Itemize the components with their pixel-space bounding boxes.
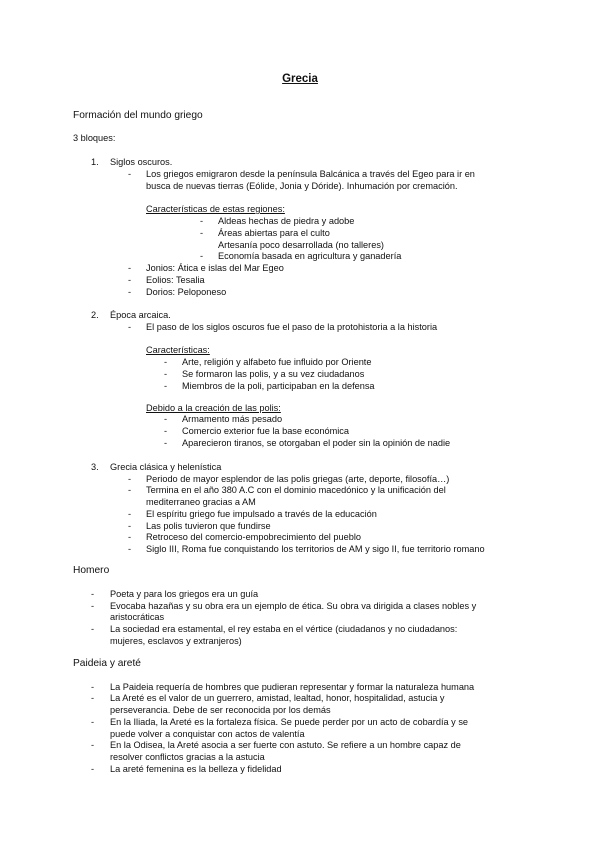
list-item-continuation: aristocráticas bbox=[110, 612, 165, 622]
list-item: Aparecieron tiranos, se otorgaban el poder sin la opinión de nadie bbox=[182, 438, 451, 448]
list-item: Comercio exterior fue la base económica bbox=[182, 426, 349, 436]
list-item: Retroceso del comercio-empobrecimiento del pueblo bbox=[146, 532, 361, 542]
list-item: Aldeas hechas de piedra y adobe bbox=[218, 216, 355, 226]
list-item-continuation: perseverancia. Debe de ser reconocida por los demás bbox=[110, 705, 331, 715]
bullet-dash: - bbox=[91, 601, 95, 611]
bullet-dash: - bbox=[128, 474, 132, 484]
list-item: Siglo III, Roma fue conquistando los territorios de AM y sigo II, fue territorio romano bbox=[146, 544, 485, 554]
bullet-dash: - bbox=[128, 532, 132, 542]
bullet-dash: - bbox=[164, 414, 168, 424]
list-item: Áreas abiertas para el culto bbox=[218, 228, 330, 238]
list-item: La sociedad era estamental, el rey estaba en el vértice (ciudadanos y no ciudadanos: bbox=[110, 624, 458, 634]
bullet-dash: - bbox=[91, 682, 95, 692]
list-item: Armamento más pesado bbox=[182, 414, 283, 424]
section-heading-homero: Homero bbox=[73, 565, 110, 576]
bullet-dash: - bbox=[128, 287, 132, 297]
list-item: En la Odisea, la Areté asocia a ser fuerte con astuto. Se refiere a un hombre capaz de bbox=[110, 740, 461, 750]
bullet-dash: - bbox=[91, 589, 95, 599]
list-item-continuation: mujeres, esclavos y extranjeros) bbox=[110, 636, 242, 646]
bullet-dash: - bbox=[128, 509, 132, 519]
list-item: La Areté es el valor de un guerrero, amistad, lealtad, honor, hospitalidad, astucia y bbox=[110, 693, 445, 703]
bullet-dash: - bbox=[164, 381, 168, 391]
intro-text: 3 bloques: bbox=[73, 133, 116, 143]
list-item: En la Iliada, la Areté es la fortaleza física. Se puede perder por un acto de cobardía y se bbox=[110, 717, 469, 727]
bullet-dash: - bbox=[164, 438, 168, 448]
block-title-grecia-clasica: Grecia clásica y helenística bbox=[110, 462, 222, 472]
list-item: Poeta y para los griegos era un guía bbox=[110, 589, 259, 599]
list-item: Arte, religión y alfabeto fue influido por Oriente bbox=[182, 357, 372, 367]
list-number: 1. bbox=[91, 157, 99, 167]
list-item: Economía basada en agricultura y ganadería bbox=[218, 251, 402, 261]
bullet-dash: - bbox=[128, 485, 132, 495]
list-item: Se formaron las polis, y a su vez ciudadanos bbox=[182, 369, 365, 379]
list-number: 3. bbox=[91, 462, 99, 472]
bullet-dash: - bbox=[128, 544, 132, 554]
list-item: La areté femenina es la belleza y fidelidad bbox=[110, 764, 282, 774]
bullet-dash: - bbox=[164, 426, 168, 436]
subheading-caracteristicas-regiones: Características de estas regiones: bbox=[146, 204, 285, 214]
subheading-caracteristicas: Características: bbox=[146, 345, 210, 355]
bullet-dash: - bbox=[200, 216, 204, 226]
bullet-dash: - bbox=[200, 251, 204, 261]
bullet-dash: - bbox=[128, 521, 132, 531]
list-item: Los griegos emigraron desde la península Balcánica a través del Egeo para ir en bbox=[146, 169, 475, 179]
bullet-dash: - bbox=[128, 169, 132, 179]
list-item: El espíritu griego fue impulsado a través de la educación bbox=[146, 509, 377, 519]
list-item-continuation: busca de nuevas tierras (Eólide, Jonia y Dóride). Inhumación por cremación. bbox=[146, 181, 458, 191]
bullet-dash: - bbox=[164, 357, 168, 367]
bullet-dash: - bbox=[128, 275, 132, 285]
list-item: Miembros de la poli, participaban en la defensa bbox=[182, 381, 375, 391]
list-item-continuation: resolver conflictos gracias a la astucia bbox=[110, 752, 265, 762]
section-heading-paideia: Paideia y areté bbox=[73, 658, 141, 669]
list-item: Eolios: Tesalia bbox=[146, 275, 205, 285]
list-item: Termina en el año 380 A.C con el dominio macedónico y la unificación del bbox=[146, 485, 446, 495]
list-item: Jonios: Ática e islas del Mar Egeo bbox=[146, 263, 284, 273]
bullet-dash: - bbox=[91, 717, 95, 727]
list-item: Artesanía poco desarrollada (no talleres) bbox=[218, 240, 384, 250]
list-item: Las polis tuvieron que fundirse bbox=[146, 521, 271, 531]
list-item: Dorios: Peloponeso bbox=[146, 287, 227, 297]
bullet-dash: - bbox=[91, 624, 95, 634]
bullet-dash: - bbox=[128, 322, 132, 332]
list-item: Periodo de mayor esplendor de las polis griegas (arte, deporte, filosofía…) bbox=[146, 474, 450, 484]
list-item-continuation: mediterraneo gracias a AM bbox=[146, 497, 256, 507]
list-number: 2. bbox=[91, 310, 99, 320]
section-heading-formacion: Formación del mundo griego bbox=[73, 110, 203, 121]
list-item: Evocaba hazañas y su obra era un ejemplo de ética. Su obra va dirigida a clases nobles y bbox=[110, 601, 477, 611]
bullet-dash: - bbox=[91, 764, 95, 774]
bullet-dash: - bbox=[200, 228, 204, 238]
list-item: La Paideia requería de hombres que pudieran representar y formar la naturaleza humana bbox=[110, 682, 475, 692]
list-item: El paso de los siglos oscuros fue el paso de la protohistoria a la historia bbox=[146, 322, 438, 332]
bullet-dash: - bbox=[91, 693, 95, 703]
page-title: Grecia bbox=[282, 73, 318, 85]
bullet-dash: - bbox=[164, 369, 168, 379]
list-item-continuation: puede volver a conquistar con actos de valentía bbox=[110, 729, 305, 739]
block-title-siglos-oscuros: Siglos oscuros. bbox=[110, 157, 173, 167]
block-title-epoca-arcaica: Época arcaica. bbox=[110, 310, 171, 320]
subheading-creacion-polis: Debido a la creación de las polis: bbox=[146, 403, 281, 413]
bullet-dash: - bbox=[128, 263, 132, 273]
bullet-dash: - bbox=[91, 740, 95, 750]
